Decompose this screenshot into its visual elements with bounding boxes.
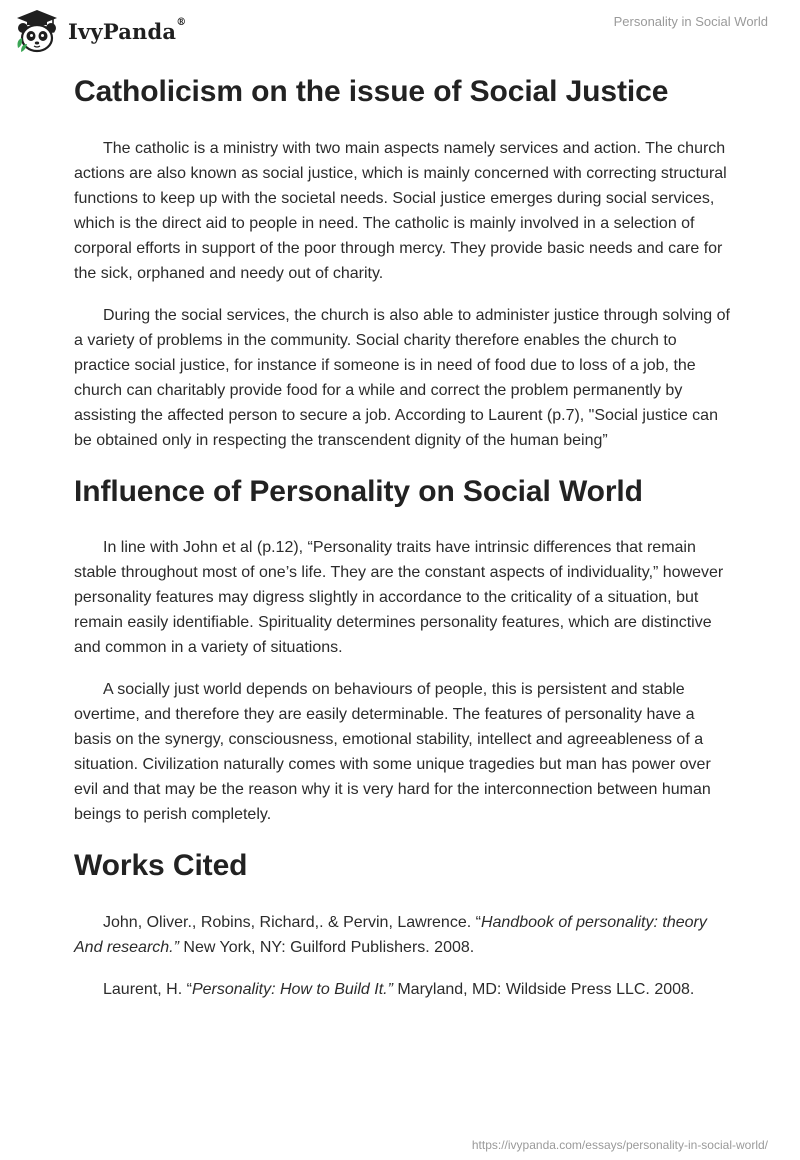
paragraph: In line with John et al (p.12), “Personality traits have intrinsic differences that remain stable throughout most of one’s life. They are the constant aspects of individuality,” however personality features may digress slightly in accordance to the criticality of a situation, but remain easily identifiable. Spirituality determines personality features, which are distinctive and common in a variety of situations. [74,539,724,656]
citation-title: Handbook of personality: theory And research.” [74,913,707,956]
panda-graduate-icon [12,8,62,54]
citation-title: Personality: How to Build It.” [191,980,393,998]
page-header [0,0,800,62]
paragraph: A socially just world depends on behaviours of people, this is persistent and stable overtime, and therefore they are easily determinable. The features of personality have a basis on the synergy, consciousness, emotional stability, intellect and agreeableness of a situation. Civilization naturally comes with some unique tragedies but man has power over evil and that may be the reason why it is very hard for the interconnection between human beings to perish completely. [74,681,711,823]
paragraph: During the social services, the church is also able to administer justice through solving of a variety of problems in the community. Social charity therefore enables the church to practice social justice, for instance if someone is in need of food due to loss of a job, the church can charitably provide food for a while and correct the problem permanently by assisting the affected person to secure a job. According to Laurent (p.7), "Social justice can be obtained only in respecting the transcendent dignity of the human being” [74,306,730,449]
works-cited-heading: Works Cited [74,849,248,882]
running-title: Personality in Social World [613,14,768,29]
citation-entry: John, Oliver., Robins, Richard,. & Pervin, Lawrence. “Handbook of personality: theory And research.” New York, NY: Guilford Publishers. 2008. [74,913,707,956]
paragraph: The catholic is a ministry with two main aspects namely services and action. The church actions are also known as social justice, which is mainly concerned with correcting structural functions to keep up with the societal needs. Social justice emerges during social services, which is the direct aid to people in need. The catholic is mainly involved in a selection of corporal efforts in support of the poor through mercy. They provide basic needs and care for the sick, orphaned and needy out of charity. [74,139,727,282]
section-heading-personality: Influence of Personality on Social World [74,474,643,508]
essay-content [74,70,730,1002]
brand-name: IvyPanda® [68,16,187,44]
citation-entry: Laurent, H. “Personality: How to Build It.” Maryland, MD: Wildside Press LLC. 2008. [103,980,695,998]
section-heading-catholicism: Catholicism on the issue of Social Justice [74,75,669,108]
source-url[interactable]: https://ivypanda.com/essays/personality-in-social-world/ [471,1138,768,1152]
ivypanda-logo[interactable] [12,8,186,54]
